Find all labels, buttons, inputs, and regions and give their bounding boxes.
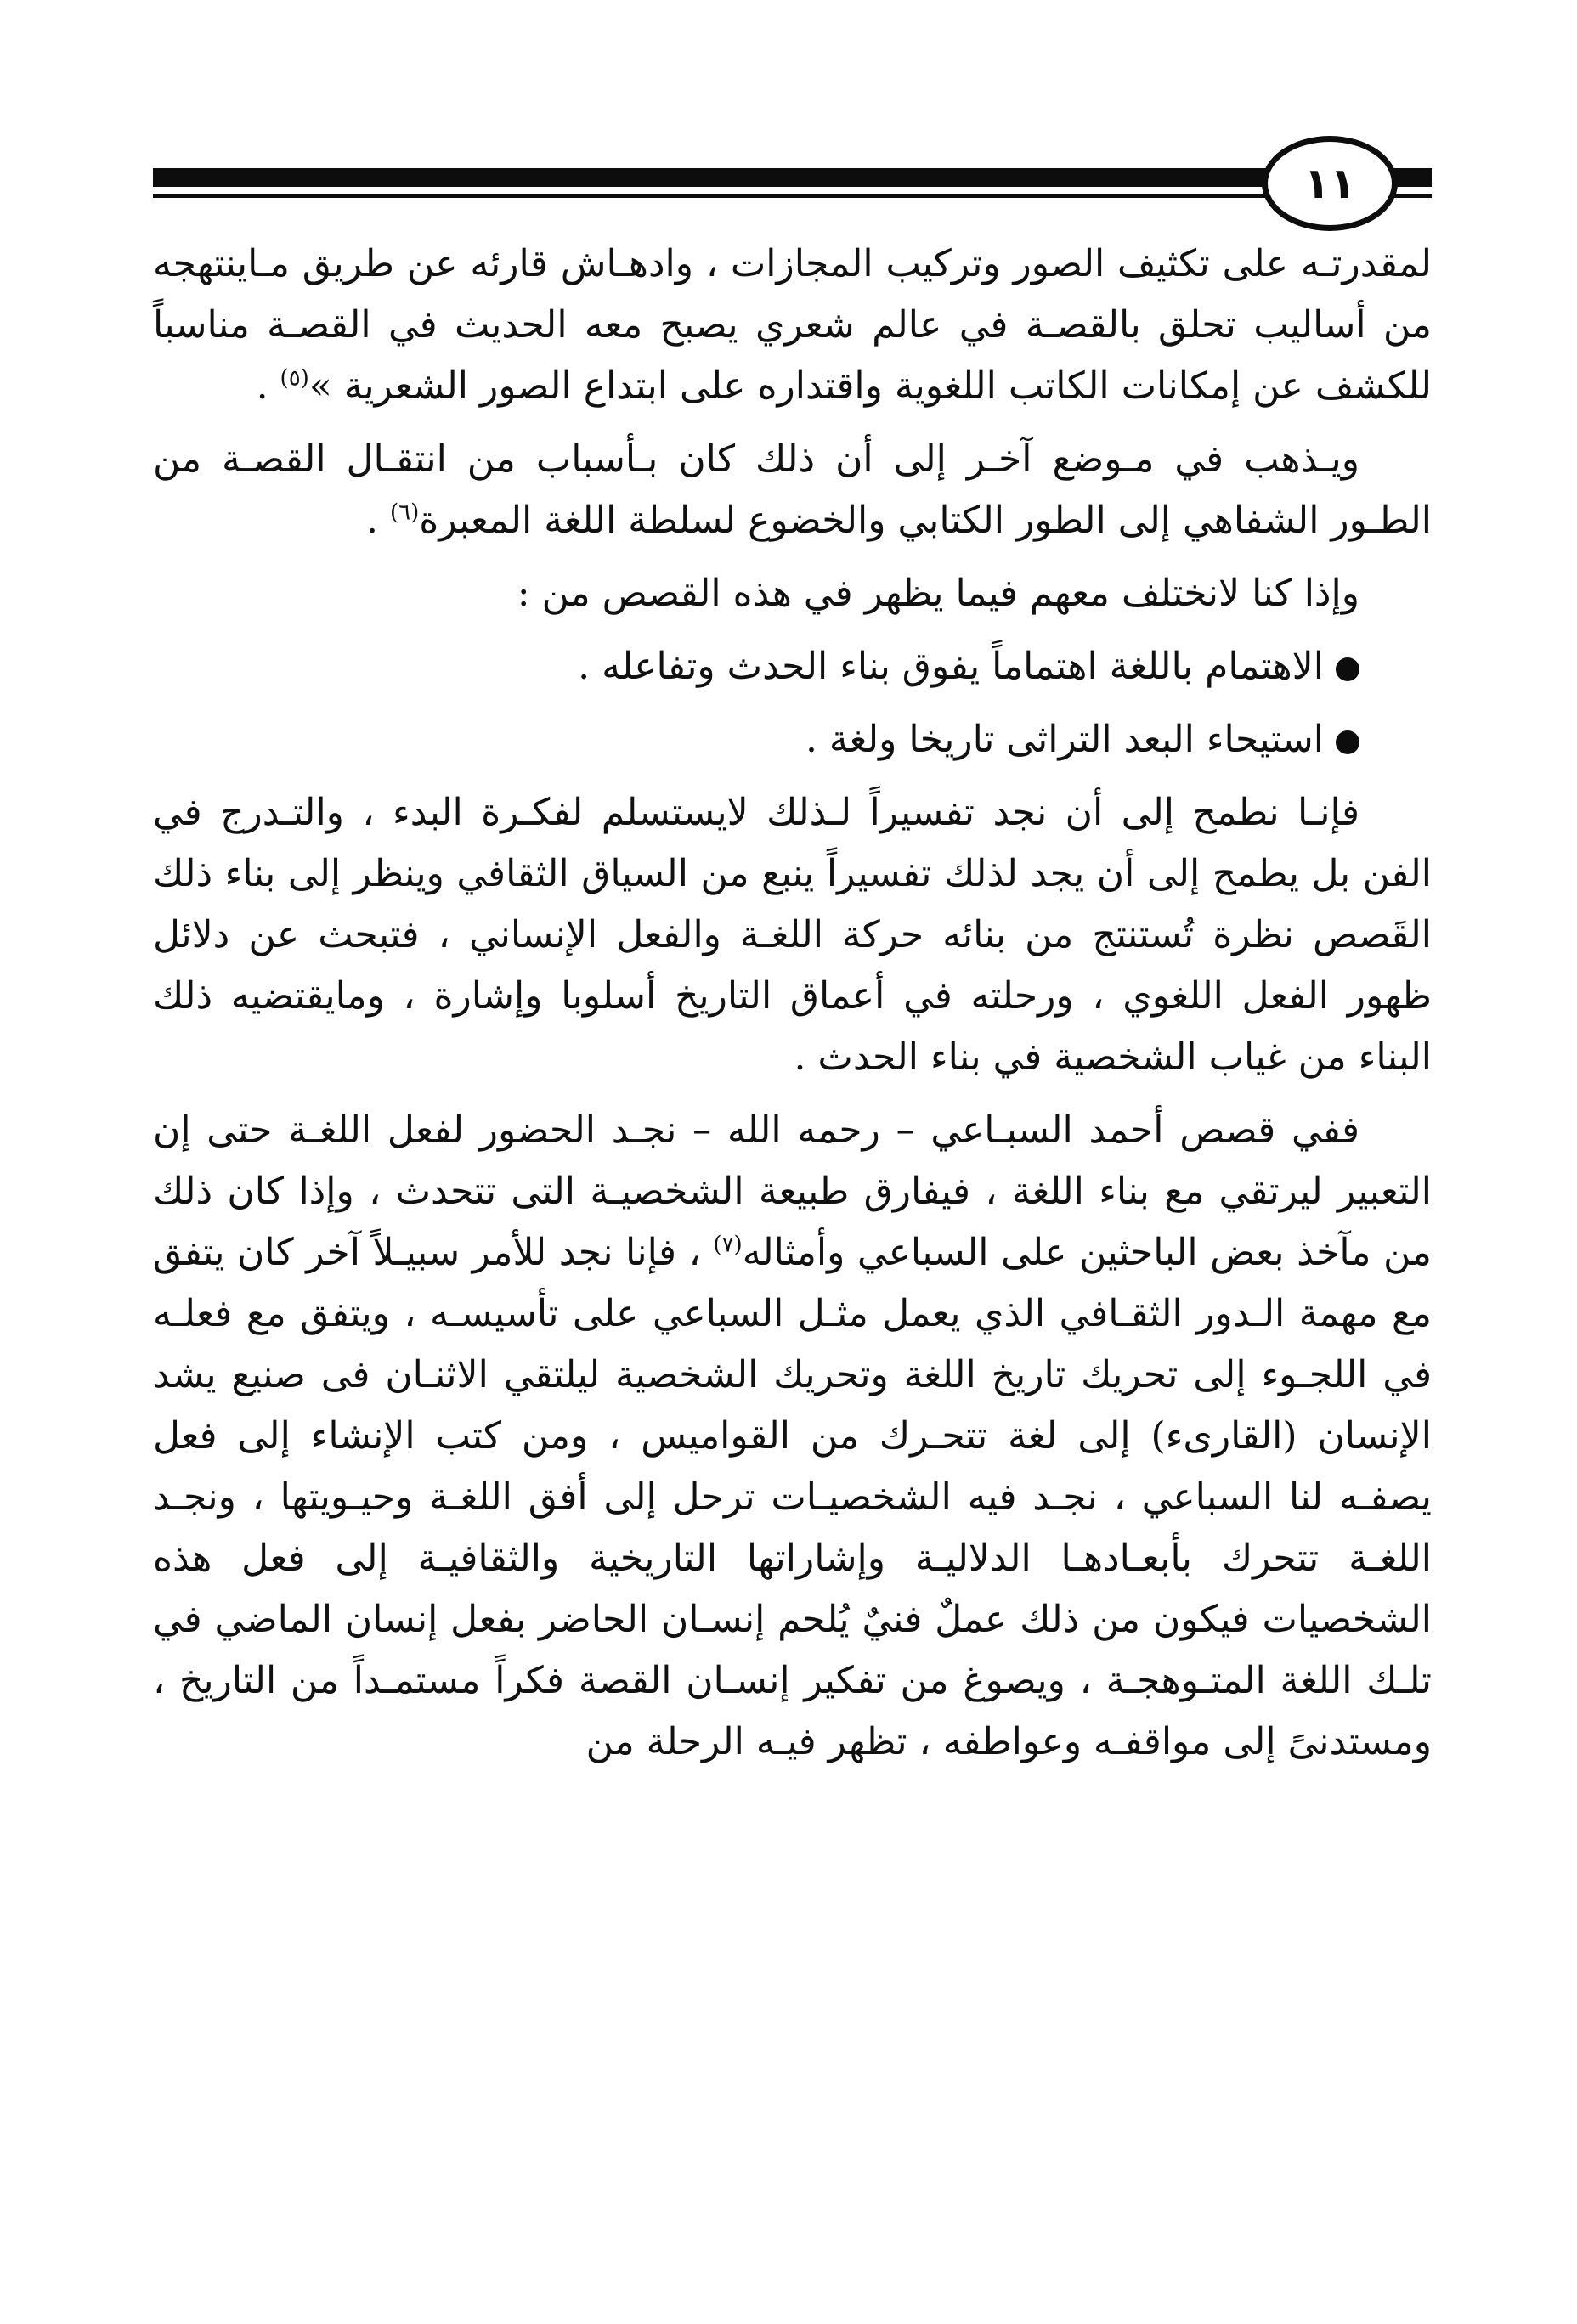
paragraph-1-tail: .: [256, 364, 280, 408]
page-number-badge: [1262, 136, 1398, 231]
page-header: [153, 136, 1432, 238]
paragraph-5-text-b: ، فإنا نجد للأمر سبيـلاً آخر كان يتفق مع مهمة الـدور الثقـافي الذي يعمل مثـل السباعي على تأسيسـه ، ويتفق مع فعلـه في اللجـوء إلى تحريك تاريخ اللغة وتحريك الشخصية ليلتقي الاثنـان فى صنيع يشد الإنسان (القارىء) إلى لغة تتحـرك من القواميس ، ومن كتب الإنشاء إلى فعل يصفـه لنا السباعي ، نجـد فيه الشخصيـات ترحل إلى أفق اللغـة وحيـويتها ، ونجـد اللغـة تتحرك بأبعـادهـا الدلاليـة وإشاراتها التاريخية والثقافيـة إلى فعل هذه الشخصيات فيكون من ذلك عملٌ فنيٌ يُلحم إنسـان الحاضر بفعل إنسان الماضي في تلـك اللغة المتـوهجـة ، ويصوغ من تفكير إنسـان القصة فكراً مستمـداً من التاريخ ، ومستدنىً إلى مواقفـه وعواطفه ، تظهر فيـه الرحلة من: [153, 1231, 1432, 1763]
page-body: [153, 234, 1432, 1785]
paragraph-1: [153, 234, 1432, 417]
paragraph-4-text: فإنـا نطمح إلى أن نجد تفسيراً لـذلك لايستسلم لفكـرة البدء ، والتـدرج في الفن بل يطمح إلى أن يجد لذلك تفسيراً ينبع من السياق الثقافي وينظر إلى بناء ذلك القَصص نظرة تُستنتج من بنائه حركة اللغـة والفعل الإنساني ، فتبحث عن دلائل ظهور الفعل اللغوي ، ورحلته في أعماق التاريخ أسلوبا وإشارة ، ومايقتضيه ذلك البناء من غياب الشخصية في بناء الحدث .: [153, 791, 1432, 1079]
bullet-item: [153, 709, 1432, 770]
paragraph-3: [153, 563, 1432, 624]
footnote-ref-6: (٦): [390, 499, 420, 526]
footnote-ref-7: (٧): [713, 1232, 743, 1258]
paragraph-4: [153, 782, 1432, 1088]
bullet-dot-icon: [1336, 657, 1359, 681]
paragraph-5: [153, 1100, 1432, 1773]
header-rule-thin: [153, 194, 1432, 198]
page-number: ١١: [1303, 159, 1356, 208]
paragraph-2-tail: .: [366, 499, 391, 542]
footnote-ref-5: (٥): [280, 365, 309, 392]
bullet-item: [153, 636, 1432, 697]
paragraph-2-text: ويـذهب في مـوضع آخـر إلى أن ذلك كان بـأسباب من انتقـال القصـة من الطـور الشفاهي إلى الطور الكتابي والخضوع لسلطة اللغة المعبرة: [153, 437, 1432, 542]
header-rule-thick: [153, 168, 1432, 187]
bullet-item-text: استيحاء البعد التراثى تاريخا ولغة .: [805, 718, 1324, 761]
paragraph-1-text: لمقدرتـه على تكثيف الصور وتركيب المجازات ، وادهـاش قارئه عن طريق مـاينتهجه من أساليب تحلق بالقصـة في عالم شعري يصبح معه الحديث في القصـة مناسباً للكشف عن إمكانات الكاتب اللغوية واقتداره على ابتداع الصور الشعرية »: [153, 242, 1432, 408]
paragraph-3-text: وإذا كنا لانختلف معهم فيما يظهر في هذه القصص من :: [517, 572, 1359, 615]
bullet-dot-icon: [1336, 730, 1359, 754]
paragraph-2: [153, 429, 1432, 551]
bullet-item-text: الاهتمام باللغة اهتماماً يفوق بناء الحدث وتفاعله .: [578, 645, 1324, 688]
paragraph-5-text-a: ففي قصص أحمد السبـاعي – رحمه الله – نجـد الحضور لفعل اللغـة حتى إن التعبير ليرتقي مع بناء اللغة ، فيفارق طبيعة الشخصيـة التى تتحدث ، وإذا كان ذلك من مآخذ بعض الباحثين على السباعي وأمثاله: [153, 1108, 1433, 1274]
